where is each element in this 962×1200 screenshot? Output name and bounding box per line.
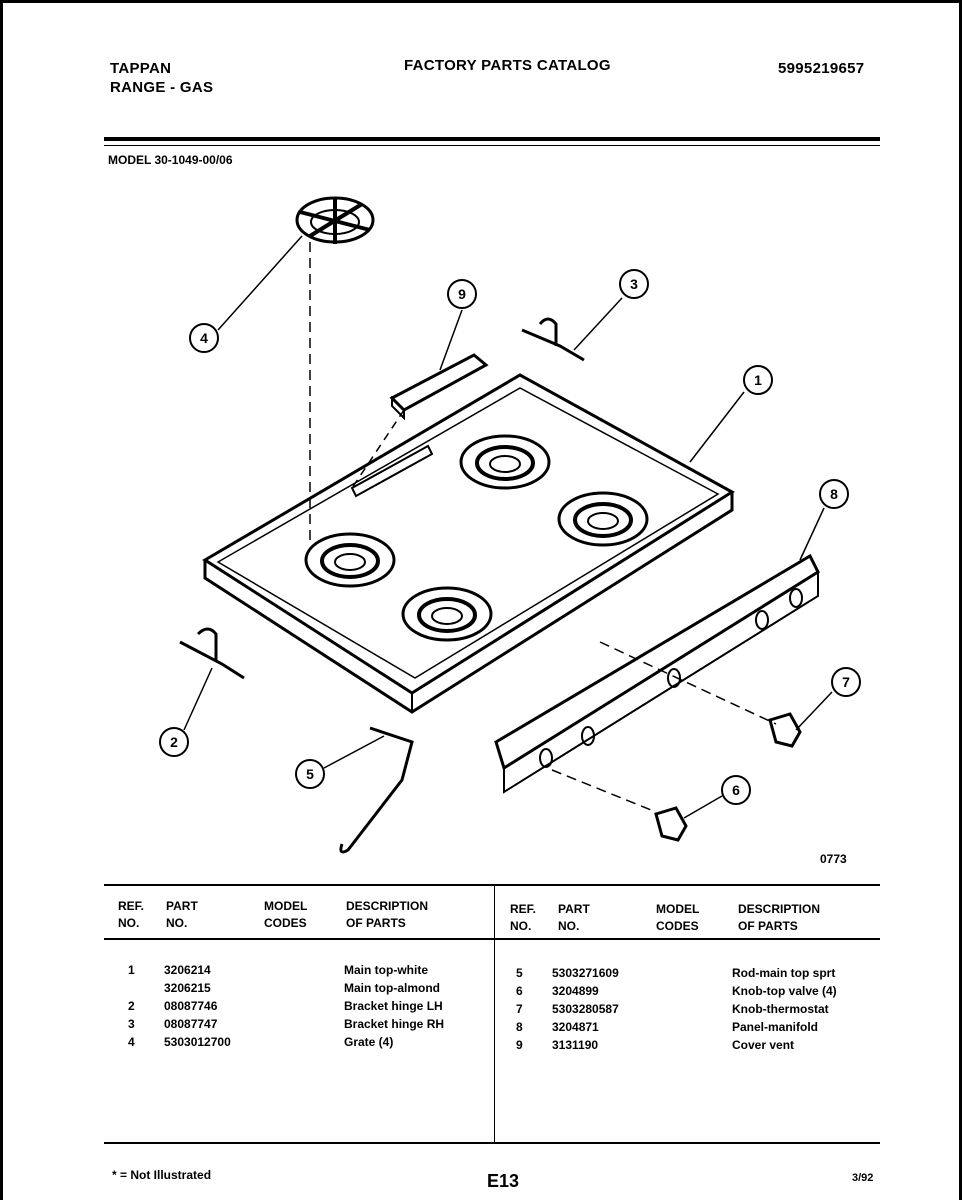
footnote: * = Not Illustrated: [112, 1168, 212, 1182]
left-desc-column: [344, 961, 444, 1051]
svg-text:1: 1: [754, 372, 762, 388]
left-header-model: MODEL CODES: [264, 899, 308, 930]
model-number: MODEL 30-1049-00/06: [108, 153, 233, 167]
left-header-ref: REF. NO.: [118, 899, 145, 930]
table-cell: 1: [128, 963, 135, 977]
table-bottom-rule: [104, 1142, 880, 1144]
figure-number: 0773: [820, 852, 847, 866]
right-header-part: PART NO.: [558, 902, 590, 933]
table-cell: 3206215: [164, 981, 211, 995]
table-cell: 3204871: [552, 1020, 599, 1034]
table-cell: 3204899: [552, 984, 599, 998]
callout-2: [160, 728, 188, 756]
table-cell: 3206214: [164, 963, 211, 977]
callout-1: [744, 366, 772, 394]
table-cell: 6: [516, 984, 523, 998]
brand-name: TAPPAN: [110, 60, 172, 77]
table-cell: 9: [516, 1038, 523, 1052]
table-cell: [128, 979, 135, 997]
catalog-number: 5995219657: [778, 60, 865, 77]
left-header-desc: DESCRIPTION OF PARTS: [346, 899, 429, 930]
table-cell: 08087746: [164, 999, 218, 1013]
right-header-model: MODEL CODES: [656, 902, 700, 933]
callout-8: [820, 480, 848, 508]
table-cell: Main top-almond: [344, 981, 440, 995]
svg-text:8: 8: [830, 486, 838, 502]
svg-text:3: 3: [630, 276, 638, 292]
table-cell: Bracket hinge RH: [344, 1017, 445, 1031]
table-top-rule: [104, 884, 880, 886]
table-cell: 4: [128, 1035, 135, 1049]
svg-text:5: 5: [306, 766, 314, 782]
table-cell: 2: [128, 999, 135, 1013]
table-cell: Bracket hinge LH: [344, 999, 443, 1013]
table-divider: [494, 884, 495, 1142]
revision-date: 3/92: [852, 1172, 874, 1184]
page-number: E13: [487, 1171, 520, 1191]
table-cell: Rod-main top sprt: [732, 966, 836, 980]
callout-7: [832, 668, 860, 696]
table-cell: Grate (4): [344, 1035, 394, 1049]
right-part-column: [552, 964, 619, 1054]
svg-text:7: 7: [842, 674, 850, 690]
callout-3: [620, 270, 648, 298]
table-cell: 3131190: [552, 1038, 599, 1052]
svg-text:9: 9: [458, 286, 466, 302]
callout-5: [296, 760, 324, 788]
left-ref-column: [128, 961, 135, 1051]
table-cell: 3: [128, 1017, 135, 1031]
table-header-rule: [104, 938, 880, 940]
right-header-desc: DESCRIPTION OF PARTS: [738, 902, 821, 933]
svg-text:4: 4: [200, 330, 208, 346]
table-cell: 08087747: [164, 1017, 218, 1031]
callout-6: [722, 776, 750, 804]
callout-4: [190, 324, 218, 352]
table-cell: 5: [516, 966, 523, 980]
table-cell: 8: [516, 1020, 523, 1034]
table-cell: Knob-thermostat: [732, 1002, 829, 1016]
product-type: RANGE - GAS: [110, 79, 214, 96]
svg-text:2: 2: [170, 734, 178, 750]
table-cell: 7: [516, 1002, 523, 1016]
table-cell: Main top-white: [344, 963, 428, 977]
table-cell: Cover vent: [732, 1038, 795, 1052]
left-part-column: [164, 961, 231, 1051]
catalog-title: FACTORY PARTS CATALOG: [404, 57, 611, 74]
right-ref-column: [516, 964, 523, 1054]
table-cell: Panel-manifold: [732, 1020, 819, 1034]
table-cell: 5303280587: [552, 1002, 619, 1016]
table-cell: 5303012700: [164, 1035, 231, 1049]
right-header-ref: REF. NO.: [510, 902, 537, 933]
callout-9: [448, 280, 476, 308]
right-desc-column: [732, 964, 837, 1054]
table-cell: Knob-top valve (4): [732, 984, 837, 998]
svg-text:6: 6: [732, 782, 740, 798]
left-header-part: PART NO.: [166, 899, 198, 930]
table-cell: 5303271609: [552, 966, 619, 980]
